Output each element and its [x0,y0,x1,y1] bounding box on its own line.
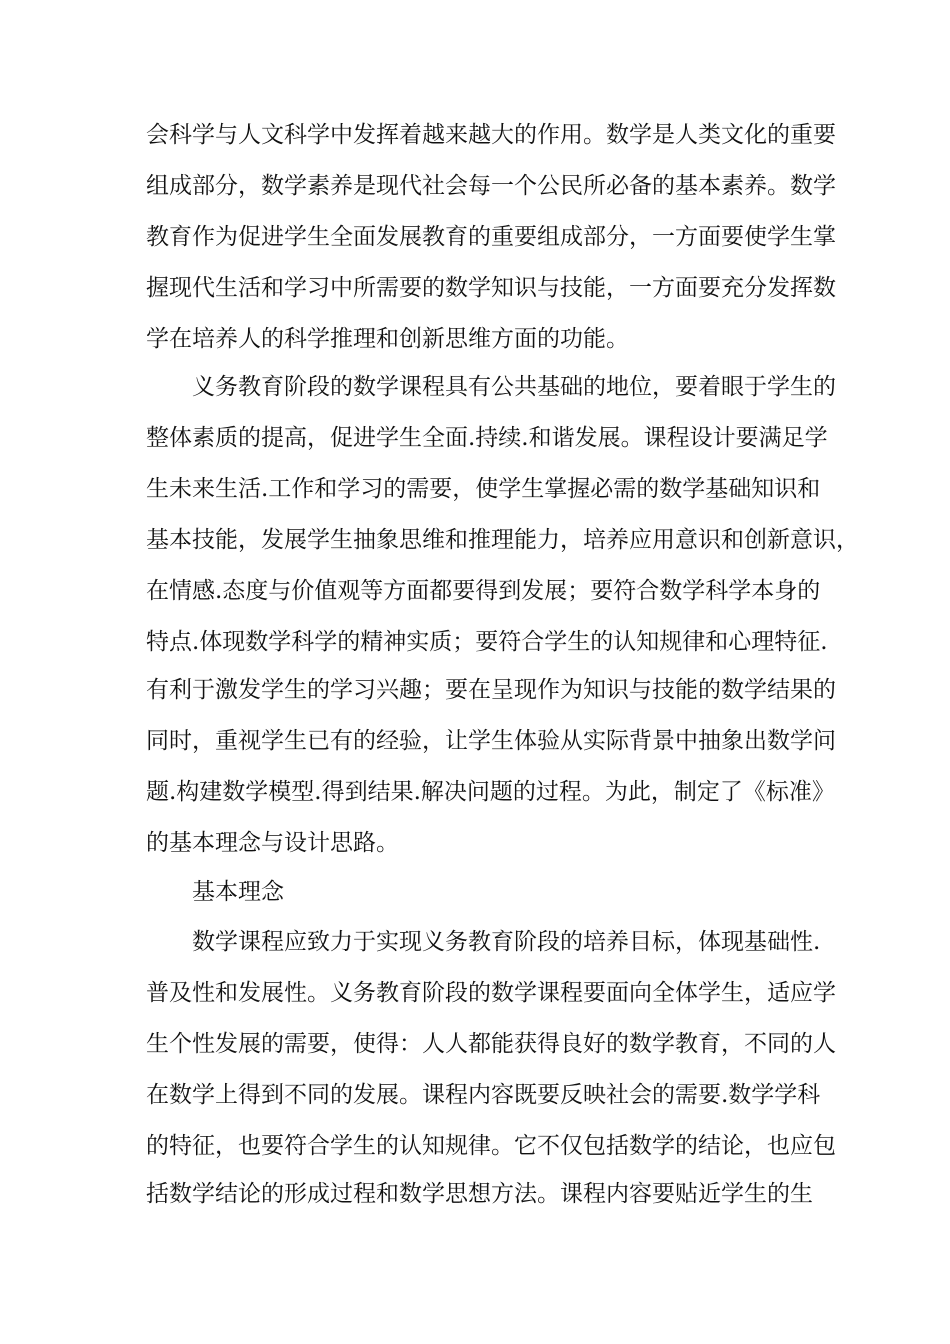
paragraph-3-line-3: 生个性发展的需要，使得：人人都能获得良好的数学教育，不同的人 [146,1031,836,1057]
paragraph-2-line-8: 同时，重视学生已有的经验，让学生体验从实际背景中抽象出数学问 [146,728,836,754]
paragraph-3-line-1: 数学课程应致力于实现义务教育阶段的培养目标，体现基础性. [192,929,821,955]
section-heading: 基本理念 [192,879,284,905]
paragraph-2-line-2: 整体素质的提高，促进学生全面.持续.和谐发展。课程设计要满足学 [146,425,828,451]
paragraph-3-line-5: 的特征，也要符合学生的认知规律。它不仅包括数学的结论，也应包 [146,1133,836,1159]
paragraph-2-line-3: 生未来生活.工作和学习的需要，使学生掌握必需的数学基础知识和 [146,476,821,502]
paragraph-1-line-3: 教育作为促进学生全面发展教育的重要组成部分，一方面要使学生掌 [146,224,836,250]
paragraph-2-line-5: 在情感.态度与价值观等方面都要得到发展；要符合数学科学本身的 [146,578,821,604]
paragraph-2-line-7: 有利于激发学生的学习兴趣；要在呈现作为知识与技能的数学结果的 [146,677,836,703]
paragraph-2-line-4: 基本技能，发展学生抽象思维和推理能力，培养应用意识和创新意识， [146,527,859,553]
paragraph-3-line-2: 普及性和发展性。义务教育阶段的数学课程要面向全体学生，适应学 [146,980,836,1006]
paragraph-2-line-1: 义务教育阶段的数学课程具有公共基础的地位，要着眼于学生的 [192,374,836,400]
paragraph-1-line-5: 学在培养人的科学推理和创新思维方面的功能。 [146,326,629,352]
paragraph-3-line-6: 括数学结论的形成过程和数学思想方法。课程内容要贴近学生的生 [146,1181,813,1207]
paragraph-1-line-2: 组成部分，数学素养是现代社会每一个公民所必备的基本素养。数学 [146,173,836,199]
paragraph-2-line-6: 特点.体现数学科学的精神实质；要符合学生的认知规律和心理特征. [146,629,828,655]
paragraph-3-line-4: 在数学上得到不同的发展。课程内容既要反映社会的需要.数学学科 [146,1082,821,1108]
paragraph-1-line-1: 会科学与人文科学中发挥着越来越大的作用。数学是人类文化的重要 [146,122,836,148]
paragraph-1-line-4: 握现代生活和学习中所需要的数学知识与技能，一方面要充分发挥数 [146,275,836,301]
paragraph-2-line-10: 的基本理念与设计思路。 [146,830,399,856]
paragraph-2-line-9: 题.构建数学模型.得到结果.解决问题的过程。为此，制定了《标准》 [146,779,835,805]
